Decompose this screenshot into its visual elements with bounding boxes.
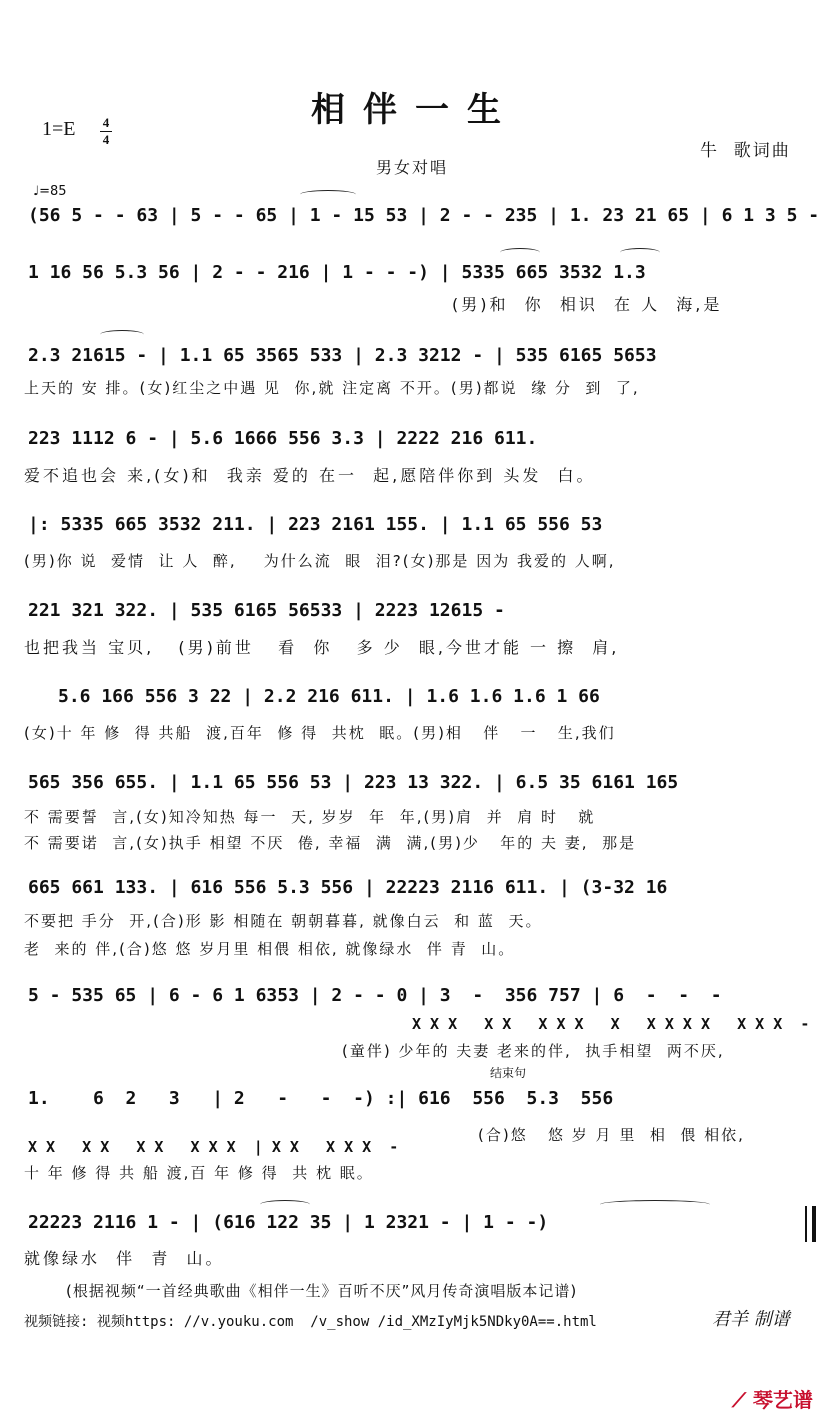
subtitle: 男女对唱 [376,158,449,177]
lyric-row: 就像绿水 伴 青 山。 [24,1249,225,1268]
slur [620,248,660,257]
slur [300,190,356,199]
rhythm-row: X X X X X X X X X | X X X X X - [28,1138,399,1156]
page-title: 相伴一生 [311,90,519,130]
key-signature: 1=E [42,118,76,140]
lyric-row: (童伴) 少年的 夫妻 老来的伴, 执手相望 两不厌, [342,1042,725,1060]
watermark-text: 琴艺谱 [752,1388,813,1412]
lyric-row: (男)你 说 爱情 让 人 醉, 为什么流 眼 泪?(女)那是 因为 我爱的 人啊, [24,552,616,570]
slur [100,330,144,339]
watermark-icon: ⟋ [731,1388,753,1412]
lyric-row: 爱不追也会 来,(女)和 我亲 爱的 在一 起,愿陪伴你到 头发 白。 [24,466,596,485]
lyric-row: 不 需要誓 言,(女)知冷知热 每一 天, 岁岁 年 年,(男)肩 并 肩 时 就 [24,808,596,826]
slur [500,248,540,257]
slur [600,1200,710,1209]
source-note: (根据视频“一首经典歌曲《相伴一生》百听不厌”风月传奇演唱版本记谱) [66,1282,578,1300]
notation-row: (56 5 - - 63 | 5 - - 65 | 1 - 15 53 | 2 - - 235 | 1. 23 21 65 | 6 1 3 5 - [28,205,820,226]
tempo-mark: ♩=85 [33,184,67,199]
lyric-row: 上天的 安 排。(女)红尘之中遇 见 你,就 注定离 不开。(男)都说 缘 分 到 了, [24,379,640,397]
notation-row: 665 661 133. | 616 556 5.3 556 | 22223 2116 611. | (3-32 16 [28,877,668,898]
final-barline-thick [812,1206,816,1242]
notation-row: 1 16 56 5.3 56 | 2 - - 216 | 1 - - -) | 5335 665 3532 1.3 [28,262,646,283]
notation-row: 1. 6 2 3 | 2 - - -) :| 616 556 5.3 556 [28,1088,614,1109]
lyric-row: 也把我当 宝贝, (男)前世 看 你 多 少 眼,今世才能 一 擦 肩, [24,638,620,657]
lyric-row: (女)十 年 修 得 共船 渡,百年 修 得 共枕 眠。(男)相 伴 一 生,我们 [24,724,616,742]
lyric-row: 十 年 修 得 共 船 渡,百 年 修 得 共 枕 眠。 [24,1164,374,1182]
watermark-logo [718,1360,813,1413]
notation-row: 223 1112 6 - | 5.6 1666 556 3.3 | 2222 216 611. [28,428,538,449]
slur [260,1200,310,1209]
video-link[interactable]: 视频链接: 视频https: //v.youku.com /v_show /id_XMzIyMjk5NDky0A==.html [24,1314,597,1330]
time-bottom: 4 [102,132,110,147]
notation-row: 22223 2116 1 - | (616 122 35 | 1 2321 - | 1 - -) [28,1212,549,1233]
time-signature [100,116,112,147]
notation-row: 5 - 535 65 | 6 - 6 1 6353 | 2 - - 0 | 3 - 356 757 | 6 - - - [28,985,722,1006]
author-credit: 牛 歌词曲 [700,141,791,161]
notation-row: |: 5335 665 3532 211. | 223 2161 155. | 1.1 65 556 53 [28,514,603,535]
lyric-row: 老 来的 伴,(合)悠 悠 岁月里 相偎 相依, 就像绿水 伴 青 山。 [24,940,516,958]
lyric-row: 不要把 手分 开,(合)形 影 相随在 朝朝暮暮, 就像白云 和 蓝 天。 [24,912,543,930]
notation-row: 565 356 655. | 1.1 65 556 53 | 223 13 322. | 6.5 35 6161 165 [28,772,679,793]
ending-label: 结束句 [490,1066,527,1080]
time-top: 4 [102,115,110,130]
transcriber-signature: 君羊 制谱 [712,1309,790,1330]
notation-row: 221 321 322. | 535 6165 56533 | 2223 12615 - [28,600,505,621]
lyric-row: 不 需要诺 言,(女)执手 相望 不厌 倦, 幸福 满 满,(男)少 年的 夫 妻, 那是 [24,834,637,852]
lyric-row: (男)和 你 相识 在 人 海,是 [452,295,723,314]
notation-row: 2.3 21615 - | 1.1 65 3565 533 | 2.3 3212 - | 535 6165 5653 [28,345,657,366]
lyric-row: (合)悠 悠 岁 月 里 相 偎 相依, [478,1126,745,1144]
final-barline [805,1206,807,1242]
rhythm-row: X X X X X X X X X X X X X X X X - [412,1015,810,1033]
notation-row: 5.6 166 556 3 22 | 2.2 216 611. | 1.6 1.6 1.6 1 66 [58,686,600,707]
